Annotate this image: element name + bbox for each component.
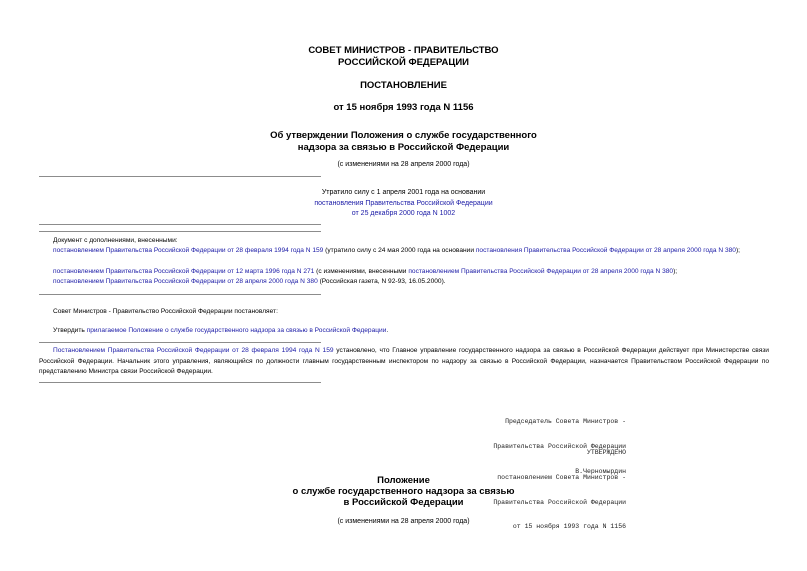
supplement-link-380-b[interactable]: постановлением Правительства Российской Федерации от 28 апреля 2000 года N 380	[408, 268, 674, 275]
org-name-line1: СОВЕТ МИНИСТРОВ - ПРАВИТЕЛЬСТВО	[308, 45, 499, 56]
supplement-link-380-c[interactable]: постановлением Правительства Российской Федерации от 28 апреля 2000 года N 380	[53, 278, 318, 285]
divider	[39, 294, 321, 295]
supplement-link-159[interactable]: постановлением Правительства Российской Федерации от 28 февраля 1994 года N 159	[53, 247, 324, 254]
signature-position-line1: Председатель Совета Министров -	[505, 418, 626, 426]
supplement-item-3	[39, 277, 769, 288]
divider	[39, 176, 321, 177]
signature-position-line2: Правительства Российской Федерации	[493, 443, 626, 451]
approval-statement	[39, 326, 769, 337]
supplement-link-380[interactable]: постановления Правительства Российской Федерации от 28 апреля 2000 года N 380	[475, 247, 736, 254]
regulation-title-line1: Положение	[377, 475, 430, 486]
decree-statement-text: Совет Министров - Правительство Российской Федерации постановляет:	[53, 308, 278, 315]
decree-159-link[interactable]: Постановлением Правительства Российской Федерации от 28 февраля 1994 года N 159	[53, 347, 334, 354]
supplement-item-1	[39, 246, 769, 257]
approval-line3: Правительства Российской Федерации	[493, 498, 626, 506]
repeal-decree-link[interactable]: постановления Правительства Российской Федерации	[314, 200, 493, 207]
repeal-notice: Утратило силу с 1 апреля 2001 года на основании	[321, 189, 486, 196]
signature-name: В.Черномырдин	[575, 467, 626, 475]
document-date-number: от 15 ноября 1993 года N 1156	[333, 102, 474, 113]
repeal-decree-link-date[interactable]: от 25 декабря 2000 года N 1002	[351, 210, 456, 217]
supplement-item-2-end: );	[673, 268, 678, 275]
repeal-link-line2	[0, 209, 807, 219]
approval-heading: УТВЕРЖДЕНО	[586, 449, 626, 457]
supplements-intro-text: Документ с дополнениями, внесенными:	[53, 237, 178, 244]
supplement-item-2-text: (с изменениями, внесенными	[314, 268, 409, 275]
regulation-amendments-note: (с изменениями на 28 апреля 2000 года)	[337, 518, 470, 525]
supplement-item-2	[39, 267, 769, 278]
document-title-line2: надзора за связью в Российской Федерации	[297, 142, 510, 153]
amendments-note: (с изменениями на 28 апреля 2000 года)	[337, 161, 470, 168]
document-type: ПОСТАНОВЛЕНИЕ	[360, 80, 447, 91]
supplement-link-271[interactable]: постановлением Правительства Российской Федерации от 12 марта 1996 года N 271	[53, 268, 315, 275]
decree-statement	[39, 307, 769, 318]
divider	[39, 342, 321, 343]
establishment-note	[39, 346, 769, 378]
regulation-link[interactable]: прилагаемое Положение о службе государственного надзора за связью в Российской Федерации	[86, 327, 387, 334]
regulation-title-line3: в Российской Федерации	[343, 497, 464, 508]
supplement-item-1-text: (утратило силу с 24 мая 2000 года на основании	[323, 247, 476, 254]
approval-line2: постановлением Совета Министров -	[497, 474, 626, 482]
regulation-title-line2: о службе государственного надзора за связью	[292, 486, 515, 497]
supplement-item-3-text: (Российская газета, N 92-93, 16.05.2000).	[317, 278, 446, 285]
document-title-line1: Об утверждении Положения о службе государственного	[270, 130, 537, 141]
approval-line4: от 15 ноября 1993 года N 1156	[512, 523, 626, 531]
divider	[39, 231, 321, 232]
establishment-note-text: установлено, что Главное управление государственного надзора за связью в Российской Федерации действует при Министерстве связи Российской Федерации. Начальник этого управления, являющийся по должности главным государственным инспектором по надзору за связью в Российской Федерации, назначается Правительством Российской Федерации по представлению Министра связи Российской Федерации.	[39, 347, 769, 375]
approval-statement-end: .	[386, 327, 389, 334]
supplement-item-1-end: );	[735, 247, 741, 254]
org-name-line2: РОССИЙСКОЙ ФЕДЕРАЦИИ	[337, 57, 469, 68]
divider	[39, 224, 321, 225]
repeal-link-line1	[0, 199, 807, 209]
supplements-intro	[39, 236, 769, 247]
divider	[39, 382, 321, 383]
approval-statement-start: Утвердить	[53, 327, 87, 334]
